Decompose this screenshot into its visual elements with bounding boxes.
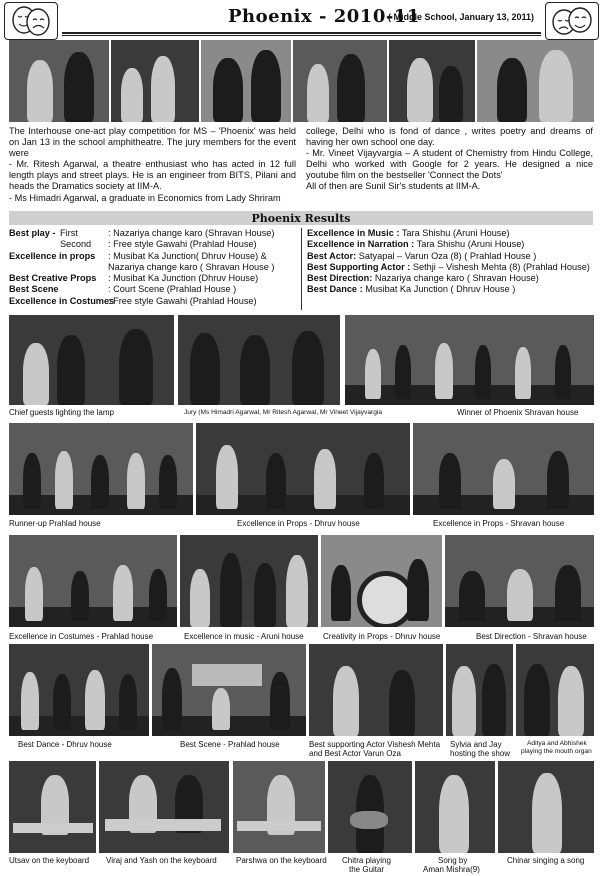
page-title: Phoenix - 2010-11 bbox=[228, 6, 420, 27]
photo-caption: Creativity in Props - Dhruv house bbox=[323, 632, 441, 641]
results-heading-bar bbox=[9, 211, 593, 225]
photo-caption: Jury (Ms Himadri Agarwal, Mr Ritesh Agarwal, Mr Vineet Vijayvargia bbox=[184, 409, 382, 416]
results-title: Phoenix Results bbox=[251, 212, 351, 225]
photo-utsav-keyboard bbox=[9, 761, 96, 853]
photo-scene-prahlad bbox=[152, 644, 306, 736]
photo-caption: Aman Mishra(9) bbox=[423, 865, 480, 874]
photo-caption: Best Direction - Shravan house bbox=[476, 632, 587, 641]
photo-lighting-lamp bbox=[9, 315, 174, 405]
photo-chinar-song bbox=[498, 761, 594, 853]
result-row: Excellence in Narration : Tara Shishu (Aruni House) bbox=[307, 239, 525, 250]
photo-makeup-1 bbox=[9, 40, 109, 122]
result-row: Best Creative Props : Musibat Ka Junction (Dhruv House) bbox=[9, 273, 259, 284]
photo-costumes-prahlad bbox=[9, 535, 177, 627]
photo-caption: Chinar singing a song bbox=[507, 856, 585, 865]
photo-caption: Chief guests lighting the lamp bbox=[9, 408, 114, 417]
results-right-column bbox=[307, 228, 595, 296]
photo-caption: Excellence in music - Aruni house bbox=[184, 632, 304, 641]
intro-paragraph: college, Delhi who is fond of dance , writes poetry and dreams of having her own school one day. bbox=[306, 126, 593, 148]
theatre-masks-icon bbox=[545, 2, 599, 40]
result-row: Excellence in props : Musibat Ka Junction( Dhruv House) & bbox=[9, 250, 267, 261]
intro-paragraph: - Mr. Vineet Vijayvargia – A student of Chemistry from Hindu College, Delhi who worked with Google for 2 years. He designed a nice youtube film on the bestseller 'Connect the Dots' bbox=[306, 148, 593, 181]
photo-caption: Best Scene - Prahlad house bbox=[180, 740, 280, 749]
intro-paragraph: All of then are Sunil Sir's students at IIM-A. bbox=[306, 181, 481, 192]
result-row: Best Direction: Nazariya change karo ( Shravan House) bbox=[307, 273, 539, 284]
photo-jury bbox=[178, 315, 340, 405]
photo-chitra-guitar bbox=[328, 761, 412, 853]
photo-winner-shravan bbox=[345, 315, 594, 405]
photo-viraj-yash-keyboard bbox=[99, 761, 229, 853]
photo-caption: Chitra playing bbox=[342, 856, 391, 865]
photo-caption: Best Dance - Dhruv house bbox=[18, 740, 112, 749]
photo-runner-up-prahlad bbox=[9, 423, 193, 515]
photo-caption: Runner-up Prahlad house bbox=[9, 519, 101, 528]
photo-props-dhruv bbox=[196, 423, 410, 515]
result-row: Excellence in Costumes : Free style Gawahi (Prahlad House) bbox=[9, 295, 257, 306]
result-row: Best Scene : Court Scene (Prahlad House ) bbox=[9, 284, 237, 295]
intro-paragraph: - Ms Himadri Agarwal, a graduate in Economics from Lady Shriram bbox=[9, 192, 281, 203]
photo-hosts bbox=[446, 644, 513, 736]
photo-best-actors bbox=[309, 644, 443, 736]
photo-dance-dhruv bbox=[9, 644, 149, 736]
photo-caption: Aditya and Abhishek bbox=[527, 740, 587, 747]
photo-caption: playing the mouth organ bbox=[521, 748, 592, 755]
photo-caption: and Best Actor Varun Oza bbox=[309, 749, 401, 758]
intro-right-column bbox=[306, 126, 593, 193]
results-divider bbox=[301, 228, 302, 310]
photo-makeup-4 bbox=[293, 40, 387, 122]
photo-caption: Song by bbox=[438, 856, 468, 865]
intro-paragraph: - Mr. Ritesh Agarwal, a theatre enthusiast who has acted in 12 full length plays and street plays. He is an engineer from BITS, Pilani and heads the Dramatics society at IIM-A. bbox=[9, 159, 296, 192]
photo-props-shravan bbox=[413, 423, 594, 515]
photo-caption: Sylvia and Jay bbox=[450, 740, 502, 749]
photo-direction-shravan bbox=[445, 535, 594, 627]
photo-music-aruni bbox=[180, 535, 318, 627]
photo-caption: Excellence in Costumes - Prahlad house bbox=[9, 632, 154, 641]
photo-creativity-props-dhruv bbox=[321, 535, 442, 627]
title-rule bbox=[62, 32, 541, 34]
photo-caption: Viraj and Yash on the keyboard bbox=[106, 856, 217, 865]
photo-caption: Parshwa on the keyboard bbox=[236, 856, 327, 865]
photo-caption: the Guitar bbox=[349, 865, 385, 874]
intro-left-column bbox=[9, 126, 296, 204]
photo-parshwa-keyboard bbox=[233, 761, 325, 853]
photo-makeup-5 bbox=[389, 40, 475, 122]
photo-makeup-6 bbox=[477, 40, 594, 122]
page-subtitle: ( Middle School, January 13, 2011) bbox=[388, 12, 535, 22]
result-row: Best Supporting Actor : Sethji – Vishesh Mehta (8) (Prahlad House) bbox=[307, 261, 590, 272]
result-row: Best Dance : Musibat Ka Junction ( Dhruv House ) bbox=[307, 284, 516, 295]
photo-caption: Excellence in Props - Shravan house bbox=[433, 519, 565, 528]
title-rule-thin bbox=[62, 35, 541, 36]
photo-makeup-3 bbox=[201, 40, 291, 122]
photo-caption: Utsav on the keyboard bbox=[9, 856, 90, 865]
result-row: Excellence in Music : Tara Shishu (Aruni House) bbox=[307, 228, 510, 238]
photo-caption: Best supporting Actor Vishesh Mehta bbox=[309, 740, 441, 749]
result-row: Second : Free style Gawahi (Prahlad House) bbox=[60, 239, 257, 250]
result-row: Nazariya change karo ( Shravan House ) bbox=[108, 261, 275, 272]
photo-mouth-organ bbox=[516, 644, 594, 736]
theatre-masks-icon bbox=[4, 2, 58, 40]
result-row: Best play - First : Nazariya change karo (Shravan House) bbox=[9, 228, 275, 238]
title-bar bbox=[0, 0, 603, 38]
photo-caption: hosting the show bbox=[450, 749, 511, 758]
photo-makeup-2 bbox=[111, 40, 199, 122]
result-row: Best Actor: Satyapal – Varun Oza (8) ( Prahlad House ) bbox=[307, 250, 537, 261]
photo-aman-song bbox=[415, 761, 495, 853]
intro-paragraph: The Interhouse one-act play competition for MS – 'Phoenix' was held on Jan 13 in the school amphitheatre. The jury members for the event were bbox=[9, 126, 296, 159]
photo-caption: Winner of Phoenix Shravan house bbox=[457, 408, 579, 417]
results-left-column bbox=[9, 228, 297, 307]
photo-caption: Excellence in Props - Dhruv house bbox=[237, 519, 360, 528]
